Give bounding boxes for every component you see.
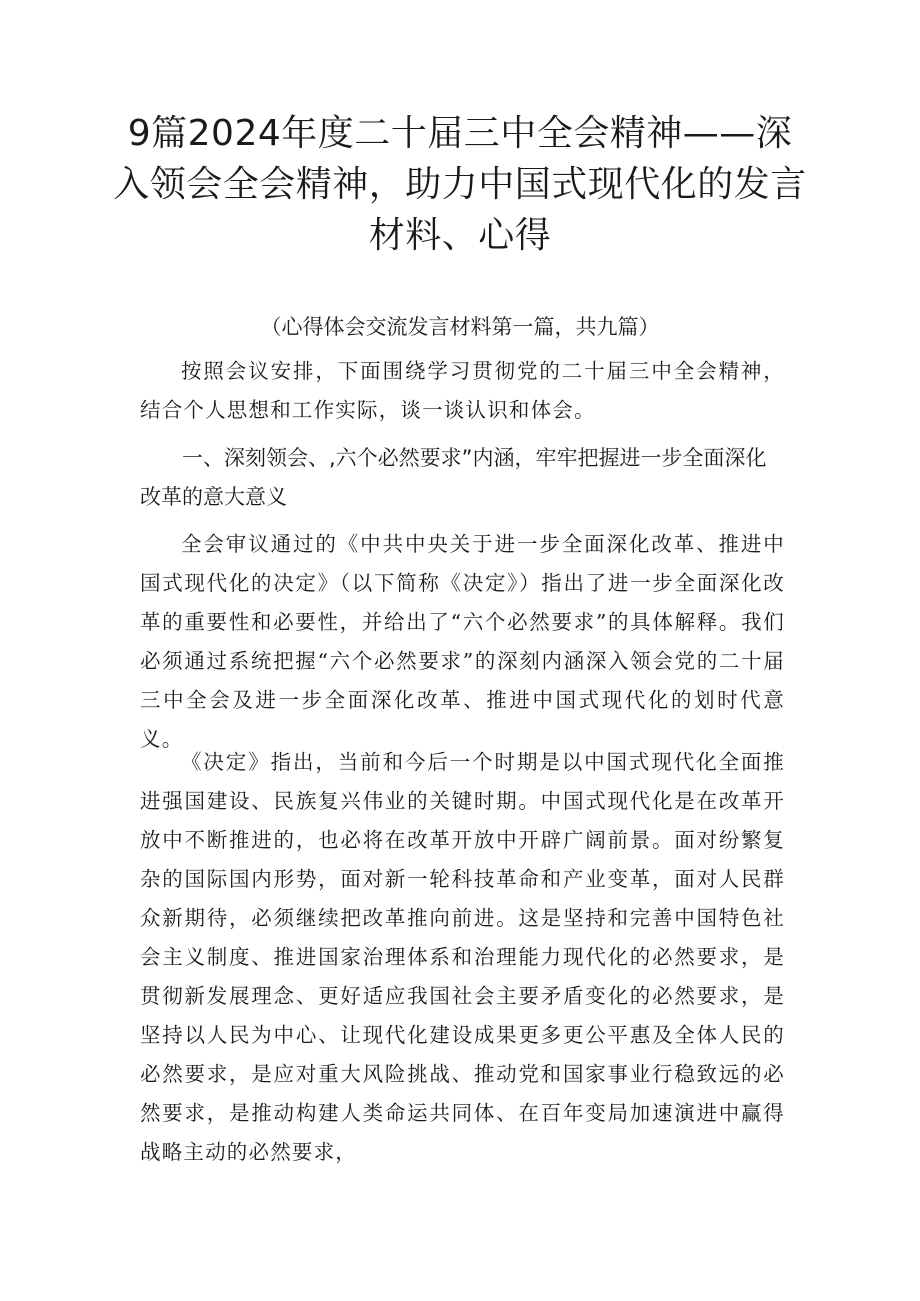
intro-paragraph: 按照会议安排，下面围绕学习贯彻党的二十届三中全会精神，结合个人思想和工作实际，谈一谈认识和体会。 [140,359,785,422]
body-paragraph: 全会审议通过的《中共中央关于进一步全面深化改革、推进中国式现代化的决定》（以下简称《决定》）指出了进一步全面深化改革的重要性和必要性，并给出了“六个必然要求”的具体解释。我们必须通过系统把握“六个必然要求”的深刻内涵深入领会党的二十届三中全会及进一步全面深化改革、推进中国式现代化的划时代意义。 [140,532,785,751]
document-subtitle: （心得体会交流发言材料第一篇，共九篇） [260,315,660,339]
document-title: 9篇2024年度二十届三中全会精神——深入领会全会精神，助力中国式现代化的发言材料、心得 [113,113,807,256]
body-paragraph: 《决定》指出，当前和今后一个时期是以中国式现代化全面推进强国建设、民族复兴伟业的关键时期。中国式现代化是在改革开放中不断推进的，也必将在改革开放中开辟广阔前景。面对纷繁复杂的国际国内形势，面对新一轮科技革命和产业变革，面对人民群众新期待，必须继续把改革推向前进。这是坚持和完善中国特色社会主义制度、推进国家治理体系和治理能力现代化的必然要求，是贯彻新发展理念、更好适应我国社会主要矛盾变化的必然要求，是坚持以人民为中心、让现代化建设成果更多更公平惠及全体人民的必然要求，是应对重大风险挑战、推动党和国家事业行稳致远的必然要求，是推动构建人类命运共同体、在百年变局加速演进中赢得战略主动的必然要求， [140,750,785,1164]
section-heading: 一、深刻领会、,六个必然要求”内涵，牢牢把握进一步全面深化改革的意大意义 [140,446,767,509]
